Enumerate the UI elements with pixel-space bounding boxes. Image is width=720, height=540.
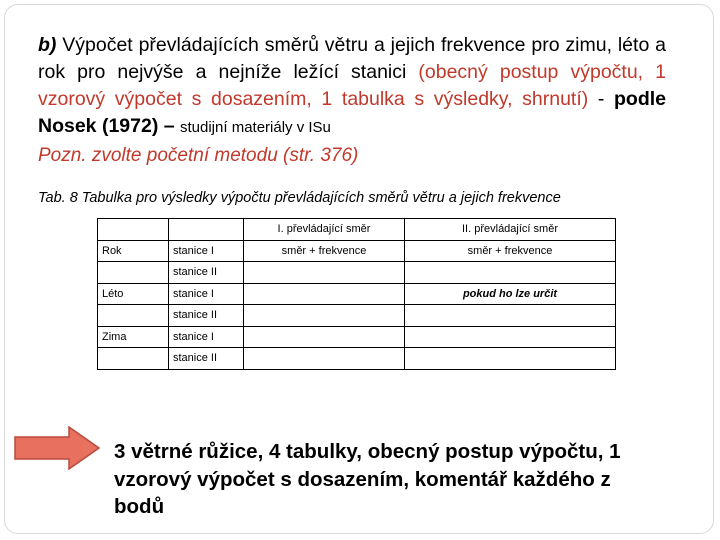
results-table: [97, 218, 616, 370]
task-requirements: (obecný postup výpočtu, 1 vzorový výpočet s dosazením, 1 tabulka s výsledky, shrnutí): [38, 61, 667, 110]
table-row: [98, 326, 616, 348]
table-row: [98, 283, 616, 305]
station-cell: stanice II: [169, 262, 244, 284]
table-header-row: [98, 219, 616, 241]
season-cell: [98, 262, 169, 284]
direction-2-cell: pokud ho lze určit: [405, 283, 616, 305]
season-cell: [98, 305, 169, 327]
station-cell: stanice II: [169, 305, 244, 327]
direction-1-cell: [244, 326, 405, 348]
direction-2-cell: [405, 262, 616, 284]
header-first-direction: I. převládající směr: [244, 219, 405, 241]
station-cell: stanice I: [169, 240, 244, 262]
season-cell: [98, 348, 169, 370]
station-cell: stanice I: [169, 283, 244, 305]
season-cell: Léto: [98, 283, 169, 305]
direction-1-cell: směr + frekvence: [244, 240, 405, 262]
right-arrow-icon: [14, 426, 100, 470]
task-description: [38, 32, 666, 141]
direction-1-cell: [244, 348, 405, 370]
station-cell: stanice I: [169, 326, 244, 348]
table-caption: Tab. 8 Tabulka pro výsledky výpočtu převládajících směrů větru a jejich frekvence: [38, 190, 561, 206]
direction-2-cell: směr + frekvence: [405, 240, 616, 262]
method-note: Pozn. zvolte početní metodu (str. 376): [38, 145, 359, 166]
station-cell: stanice II: [169, 348, 244, 370]
season-cell: Rok: [98, 240, 169, 262]
direction-2-cell: [405, 305, 616, 327]
direction-1-cell: [244, 305, 405, 327]
direction-2-cell: [405, 326, 616, 348]
task-source: podle Nosek (1972) –: [38, 88, 666, 137]
table-row: [98, 305, 616, 327]
task-materials: studijní materiály v ISu: [180, 119, 331, 136]
task-text: Výpočet převládajících směrů větru a jejich frekvence pro zimu, léto a rok pro nejvýše a nejníže ležící stanici: [38, 34, 666, 83]
header-second-direction: II. převládající směr: [405, 219, 616, 241]
task-label: b): [38, 34, 57, 56]
summary-text: 3 větrné růžice, 4 tabulky, obecný postup výpočtu, 1 vzorový výpočet s dosazením, komentář každého z bodů: [114, 440, 621, 518]
task-separator: -: [588, 88, 614, 110]
season-cell: Zima: [98, 326, 169, 348]
table-row: [98, 262, 616, 284]
table-row: [98, 240, 616, 262]
direction-1-cell: [244, 283, 405, 305]
direction-2-cell: [405, 348, 616, 370]
table-row: [98, 348, 616, 370]
direction-1-cell: [244, 262, 405, 284]
